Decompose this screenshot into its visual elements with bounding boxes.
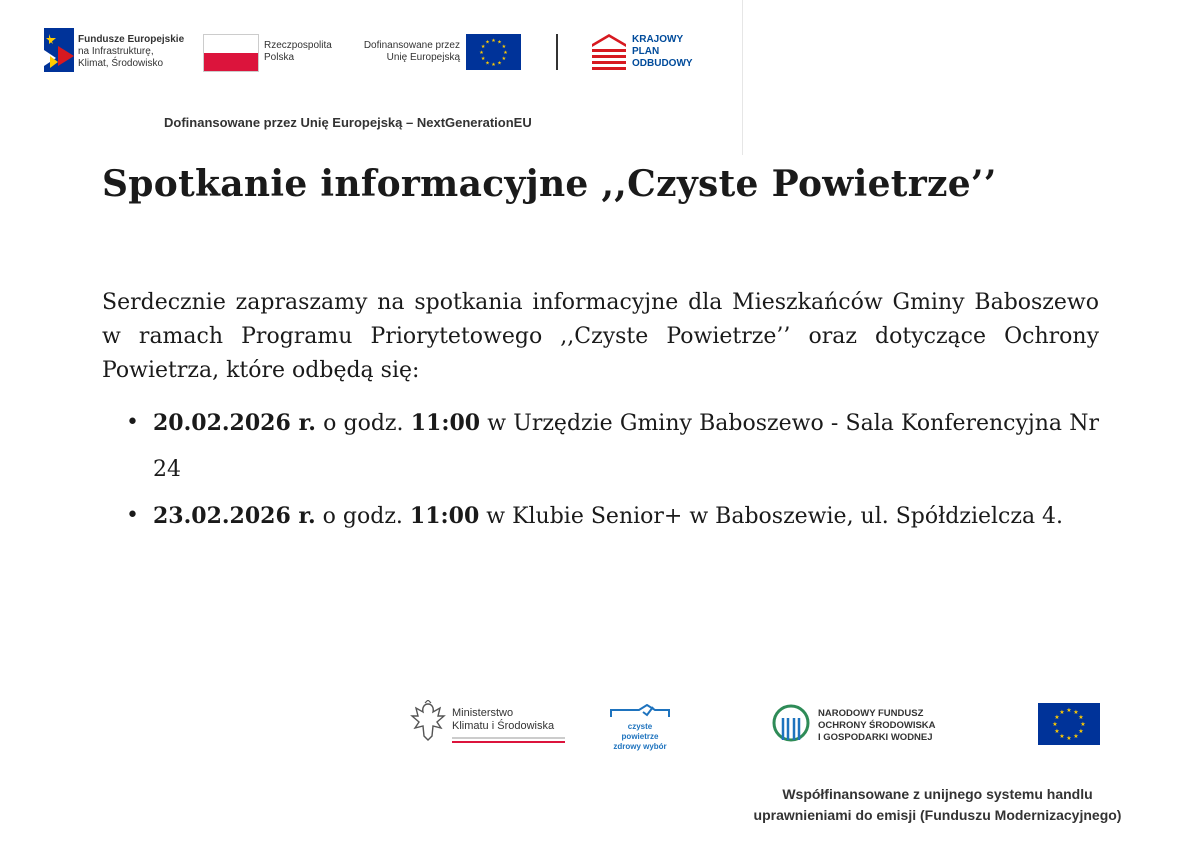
czyste-powietrze-logo <box>609 703 671 752</box>
polish-flag-icon <box>203 34 259 72</box>
kpo-logo-icon <box>592 34 626 74</box>
svg-text:★: ★ <box>501 56 507 62</box>
svg-text:★: ★ <box>480 44 486 50</box>
mks-line-2: Klimatu i Środowiska <box>452 720 555 732</box>
meeting-place: w Klubie Senior+ w Baboszewie, ul. Spółdzielcza 4. <box>479 504 1064 529</box>
cp-line-2: zdrowy wybór <box>613 742 667 751</box>
caption-line-2: uprawnieniami do emisji (Funduszu Modernizacyjnego) <box>753 807 1122 823</box>
eu-flag-icon <box>466 34 521 74</box>
logo-separator <box>556 34 558 70</box>
fe-line-3: Klimat, Środowisko <box>78 58 164 69</box>
svg-text:★: ★ <box>480 56 486 62</box>
meetings-list <box>102 400 1099 540</box>
svg-text:★: ★ <box>485 39 490 46</box>
list-item <box>102 400 1099 493</box>
svg-text:★: ★ <box>1054 728 1060 735</box>
svg-text:★: ★ <box>497 39 502 46</box>
meeting-date: 23.02.2026 r. <box>153 503 316 529</box>
bullet-icon: • <box>126 503 139 528</box>
caption-line-1: Współfinansowane z unijnego systemu handlu <box>782 786 1093 802</box>
list-item <box>102 493 1099 540</box>
mks-line-1: Ministerstwo <box>452 707 514 719</box>
page-title: Spotkanie informacyjne ,,Czyste Powietrze’’ <box>102 163 997 205</box>
nfosigw-logo-icon <box>772 704 810 748</box>
svg-text:★: ★ <box>1054 714 1060 721</box>
meeting-place: w Urzędzie Gminy Baboszewo - Sala Konferencyjna Nr 24 <box>153 411 1099 482</box>
nf-line-1: NARODOWY FUNDUSZ <box>818 708 924 719</box>
svg-text:★: ★ <box>491 38 496 44</box>
eu-flag-bottom-icon <box>1038 703 1100 749</box>
svg-text:★: ★ <box>1066 735 1072 742</box>
eu-funded-text <box>358 40 460 64</box>
svg-text:★: ★ <box>497 60 502 67</box>
meeting-time: 11:00 <box>409 503 480 529</box>
fe-line-1: Fundusze Europejskie <box>78 34 185 45</box>
top-logo-strip <box>0 0 743 155</box>
eu-line-1: Dofinansowane przez <box>363 40 460 51</box>
fe-text <box>78 34 184 70</box>
svg-text:★: ★ <box>1059 709 1065 716</box>
svg-text:★: ★ <box>503 50 508 56</box>
meeting-time-prefix: o godz. <box>315 504 410 529</box>
svg-text:★: ★ <box>485 60 490 67</box>
svg-text:★: ★ <box>1073 709 1079 716</box>
modernisation-fund-caption <box>700 784 1175 826</box>
svg-text:★: ★ <box>1080 721 1086 728</box>
meeting-time-prefix: o godz. <box>315 411 411 436</box>
fe-line-2: na Infrastrukturę, <box>78 46 154 57</box>
svg-text:★: ★ <box>501 44 507 50</box>
nfosigw-text <box>818 708 936 744</box>
cp-line-1: czyste powietrze <box>621 722 659 741</box>
svg-text:★: ★ <box>1052 721 1058 728</box>
rp-line-2: Polska <box>264 52 295 63</box>
meeting-time: 11:00 <box>410 410 481 436</box>
kpo-line-2: PLAN <box>632 46 660 57</box>
meeting-date: 20.02.2026 r. <box>153 410 316 436</box>
nf-line-2: OCHRONY ŚRODOWISKA <box>818 720 936 731</box>
ministry-text <box>452 707 565 743</box>
kpo-line-3: ODBUDOWY <box>632 58 693 69</box>
svg-text:★: ★ <box>491 62 496 68</box>
svg-text:★: ★ <box>1078 714 1084 721</box>
eu-line-2: Unię Europejską <box>386 52 460 63</box>
ministry-eagle-icon <box>410 700 446 746</box>
next-generation-eu-caption: Dofinansowane przez Unię Europejską – NextGenerationEU <box>164 115 532 130</box>
ministry-flag-bar <box>452 737 565 743</box>
svg-text:★: ★ <box>1066 707 1072 714</box>
intro-paragraph: Serdecznie zapraszamy na spotkania informacyjne dla Mieszkańców Gminy Baboszewo w ramach Programu Priorytetowego ,,Czyste Powietrze’’ oraz dotyczące Ochrony Powietrza, które odbędą się: <box>102 290 1099 383</box>
svg-text:★: ★ <box>479 50 484 56</box>
svg-text:★: ★ <box>1059 733 1065 740</box>
bullet-icon: • <box>126 410 139 435</box>
house-roof-icon <box>609 704 671 718</box>
rp-text <box>264 40 332 64</box>
svg-text:★: ★ <box>1078 728 1084 735</box>
nf-line-3: I GOSPODARKI WODNEJ <box>818 732 933 743</box>
rp-line-1: Rzeczpospolita <box>264 40 332 51</box>
kpo-line-1: KRAJOWY <box>632 34 684 45</box>
kpo-text <box>632 34 693 70</box>
svg-text:★: ★ <box>1073 733 1079 740</box>
fundusze-europejskie-logo <box>44 28 74 72</box>
fe-star-icon <box>44 28 74 72</box>
